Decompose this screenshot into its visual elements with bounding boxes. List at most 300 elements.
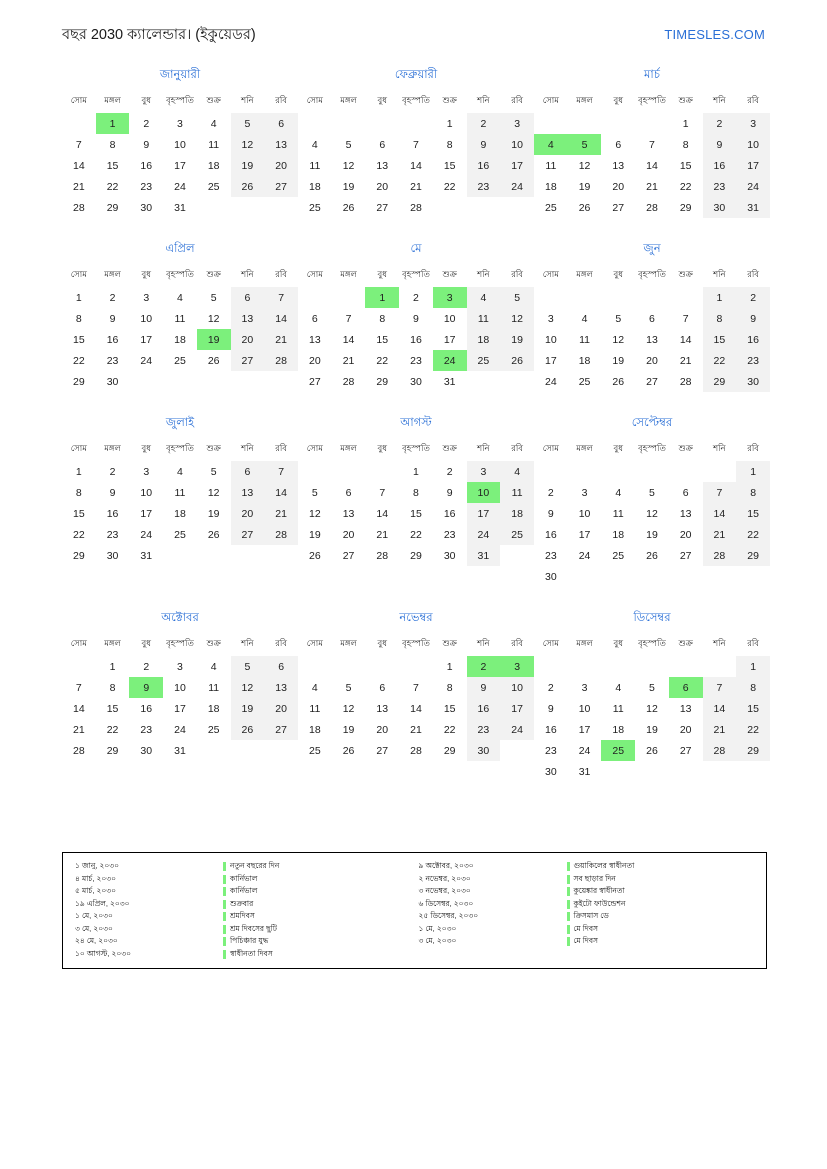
day-cell-holiday[interactable]: 9 [129, 677, 163, 698]
day-cell-holiday[interactable]: 3 [500, 656, 534, 677]
day-cell[interactable]: 6 [682, 486, 689, 499]
day-cell[interactable]: 28 [376, 549, 389, 562]
day-cell[interactable]: 29 [679, 201, 692, 214]
day-cell[interactable]: 27 [679, 744, 692, 757]
day-cell[interactable]: 15 [376, 333, 389, 346]
day-cell[interactable]: 4 [500, 461, 534, 482]
day-cell[interactable]: 30 [443, 549, 456, 562]
day-cell[interactable]: 11 [467, 308, 501, 329]
day-cell[interactable]: 15 [73, 507, 85, 520]
day-cell[interactable]: 6 [615, 138, 622, 151]
day-cell[interactable]: 18 [309, 180, 321, 193]
day-cell[interactable]: 25 [207, 723, 220, 736]
day-cell[interactable]: 12 [309, 507, 321, 520]
day-cell[interactable]: 17 [174, 159, 186, 172]
day-cell[interactable]: 20 [376, 723, 389, 736]
day-cell[interactable]: 8 [75, 486, 82, 499]
day-cell[interactable]: 2 [446, 465, 453, 478]
brand-link[interactable]: TIMESLES.COM [664, 27, 765, 42]
day-cell[interactable]: 26 [207, 528, 220, 541]
day-cell[interactable]: 14 [73, 702, 85, 715]
day-cell[interactable]: 5 [345, 681, 352, 694]
day-cell[interactable]: 16 [467, 155, 501, 176]
day-cell[interactable]: 8 [413, 486, 419, 499]
day-cell[interactable]: 24 [578, 549, 591, 562]
day-cell[interactable]: 6 [264, 113, 298, 134]
day-cell[interactable]: 5 [231, 113, 265, 134]
day-cell[interactable]: 2 [547, 486, 554, 499]
day-cell[interactable]: 10 [174, 138, 186, 151]
day-cell-holiday[interactable]: 5 [568, 134, 602, 155]
day-cell[interactable]: 25 [207, 180, 220, 193]
day-cell[interactable]: 19 [578, 180, 591, 193]
day-cell-holiday[interactable]: 1 [96, 113, 130, 134]
day-cell[interactable]: 6 [264, 656, 298, 677]
day-cell[interactable]: 5 [615, 312, 622, 325]
day-cell[interactable]: 1 [736, 656, 770, 677]
day-cell[interactable]: 3 [500, 113, 534, 134]
day-cell[interactable]: 3 [177, 117, 183, 130]
day-cell[interactable]: 26 [207, 354, 220, 367]
day-cell[interactable]: 28 [264, 524, 298, 545]
day-cell[interactable]: 4 [177, 291, 183, 304]
day-cell[interactable]: 19 [231, 155, 265, 176]
day-cell[interactable]: 24 [174, 180, 186, 193]
day-cell[interactable]: 4 [615, 486, 622, 499]
day-cell[interactable]: 18 [467, 329, 501, 350]
day-cell[interactable]: 3 [581, 681, 588, 694]
day-cell[interactable]: 11 [174, 312, 186, 325]
day-cell[interactable]: 14 [410, 159, 422, 172]
day-cell[interactable]: 2 [109, 291, 116, 304]
day-cell-holiday[interactable]: 25 [601, 740, 635, 761]
day-cell[interactable]: 8 [379, 312, 386, 325]
day-cell[interactable]: 25 [612, 549, 625, 562]
day-cell[interactable]: 18 [207, 159, 220, 172]
day-cell[interactable]: 24 [174, 723, 186, 736]
day-cell[interactable]: 14 [342, 333, 355, 346]
day-cell[interactable]: 16 [106, 507, 119, 520]
day-cell[interactable]: 11 [612, 507, 624, 520]
day-cell[interactable]: 18 [612, 528, 625, 541]
day-cell[interactable]: 1 [413, 465, 419, 478]
day-cell[interactable]: 7 [682, 312, 689, 325]
day-cell[interactable]: 10 [500, 134, 534, 155]
day-cell-holiday[interactable]: 10 [467, 482, 501, 503]
day-cell[interactable]: 29 [410, 549, 422, 562]
day-cell[interactable]: 13 [376, 159, 389, 172]
day-cell[interactable]: 11 [612, 702, 624, 715]
day-cell[interactable]: 6 [649, 312, 655, 325]
day-cell[interactable]: 15 [443, 159, 456, 172]
day-cell[interactable]: 30 [736, 371, 770, 392]
day-cell[interactable]: 19 [231, 698, 265, 719]
day-cell[interactable]: 18 [207, 702, 220, 715]
day-cell[interactable]: 27 [376, 201, 389, 214]
day-cell[interactable]: 21 [703, 719, 737, 740]
day-cell[interactable]: 15 [736, 503, 770, 524]
day-cell[interactable]: 27 [376, 744, 389, 757]
day-cell[interactable]: 17 [140, 507, 153, 520]
day-cell[interactable]: 25 [500, 524, 534, 545]
day-cell[interactable]: 2 [109, 465, 116, 478]
day-cell[interactable]: 23 [545, 549, 557, 562]
day-cell[interactable]: 28 [73, 201, 85, 214]
day-cell[interactable]: 12 [207, 312, 220, 325]
day-cell[interactable]: 31 [174, 201, 186, 214]
day-cell[interactable]: 12 [231, 677, 265, 698]
day-cell[interactable]: 26 [500, 350, 534, 371]
day-cell[interactable]: 22 [443, 723, 456, 736]
day-cell[interactable]: 19 [342, 180, 355, 193]
day-cell[interactable]: 1 [736, 461, 770, 482]
day-cell[interactable]: 5 [649, 486, 655, 499]
day-cell[interactable]: 30 [106, 375, 119, 388]
day-cell[interactable]: 12 [500, 308, 534, 329]
day-cell[interactable]: 16 [467, 698, 501, 719]
day-cell[interactable]: 12 [342, 159, 355, 172]
day-cell[interactable]: 14 [703, 698, 737, 719]
day-cell[interactable]: 15 [106, 159, 119, 172]
day-cell[interactable]: 23 [703, 176, 737, 197]
day-cell[interactable]: 23 [140, 180, 153, 193]
day-cell[interactable]: 14 [264, 482, 298, 503]
day-cell[interactable]: 6 [345, 486, 352, 499]
day-cell[interactable]: 5 [649, 681, 655, 694]
day-cell[interactable]: 9 [547, 507, 554, 520]
day-cell[interactable]: 22 [73, 528, 85, 541]
day-cell-holiday[interactable]: 1 [365, 287, 399, 308]
day-cell[interactable]: 12 [342, 702, 355, 715]
day-cell[interactable]: 20 [612, 180, 625, 193]
day-cell[interactable]: 8 [75, 312, 82, 325]
day-cell[interactable]: 14 [703, 503, 737, 524]
day-cell[interactable]: 10 [140, 486, 153, 499]
day-cell-holiday[interactable]: 4 [534, 134, 568, 155]
day-cell[interactable]: 31 [578, 765, 591, 778]
day-cell[interactable]: 2 [703, 113, 737, 134]
day-cell[interactable]: 8 [736, 482, 770, 503]
day-cell[interactable]: 27 [309, 375, 321, 388]
day-cell[interactable]: 31 [467, 545, 501, 566]
day-cell[interactable]: 5 [231, 656, 265, 677]
day-cell[interactable]: 26 [342, 201, 355, 214]
day-cell[interactable]: 12 [231, 134, 265, 155]
day-cell[interactable]: 3 [143, 291, 150, 304]
day-cell[interactable]: 23 [736, 350, 770, 371]
day-cell[interactable]: 17 [736, 155, 770, 176]
day-cell[interactable]: 21 [410, 180, 422, 193]
day-cell[interactable]: 17 [443, 333, 456, 346]
day-cell[interactable]: 22 [679, 180, 692, 193]
day-cell[interactable]: 20 [679, 528, 692, 541]
day-cell[interactable]: 19 [342, 723, 355, 736]
day-cell[interactable]: 23 [106, 354, 119, 367]
day-cell[interactable]: 5 [345, 138, 352, 151]
day-cell[interactable]: 31 [174, 744, 186, 757]
day-cell[interactable]: 13 [264, 134, 298, 155]
day-cell[interactable]: 4 [311, 138, 318, 151]
day-cell[interactable]: 11 [309, 702, 321, 715]
day-cell[interactable]: 18 [500, 503, 534, 524]
day-cell[interactable]: 11 [208, 138, 220, 151]
day-cell[interactable]: 12 [207, 486, 220, 499]
day-cell[interactable]: 20 [342, 528, 355, 541]
day-cell[interactable]: 25 [174, 528, 186, 541]
day-cell[interactable]: 30 [467, 740, 501, 761]
day-cell[interactable]: 28 [73, 744, 85, 757]
day-cell[interactable]: 20 [264, 698, 298, 719]
day-cell[interactable]: 2 [143, 117, 150, 130]
day-cell[interactable]: 21 [376, 528, 389, 541]
day-cell[interactable]: 24 [500, 719, 534, 740]
day-cell[interactable]: 12 [646, 507, 658, 520]
day-cell[interactable]: 27 [231, 524, 265, 545]
day-cell[interactable]: 10 [443, 312, 456, 325]
day-cell[interactable]: 13 [309, 333, 321, 346]
day-cell[interactable]: 11 [579, 333, 590, 346]
day-cell[interactable]: 23 [545, 744, 557, 757]
day-cell[interactable]: 21 [264, 329, 298, 350]
day-cell[interactable]: 19 [309, 528, 321, 541]
day-cell[interactable]: 13 [231, 482, 265, 503]
day-cell[interactable]: 14 [264, 308, 298, 329]
day-cell[interactable]: 16 [140, 702, 153, 715]
day-cell[interactable]: 28 [342, 375, 355, 388]
day-cell[interactable]: 29 [443, 744, 456, 757]
day-cell[interactable]: 12 [646, 702, 658, 715]
day-cell[interactable]: 17 [545, 354, 557, 367]
day-cell[interactable]: 30 [545, 765, 557, 778]
day-cell[interactable]: 10 [500, 677, 534, 698]
day-cell[interactable]: 15 [443, 702, 456, 715]
day-cell[interactable]: 22 [736, 524, 770, 545]
day-cell[interactable]: 21 [703, 524, 737, 545]
day-cell[interactable]: 26 [231, 719, 265, 740]
day-cell[interactable]: 19 [500, 329, 534, 350]
day-cell[interactable]: 5 [210, 291, 217, 304]
day-cell[interactable]: 15 [679, 159, 692, 172]
day-cell[interactable]: 27 [646, 375, 658, 388]
day-cell[interactable]: 8 [446, 138, 453, 151]
day-cell[interactable]: 9 [109, 312, 116, 325]
day-cell[interactable]: 21 [646, 180, 658, 193]
day-cell[interactable]: 24 [736, 176, 770, 197]
day-cell[interactable]: 18 [174, 507, 186, 520]
day-cell[interactable]: 1 [109, 660, 116, 673]
day-cell[interactable]: 10 [174, 681, 186, 694]
day-cell[interactable]: 28 [410, 201, 422, 214]
day-cell[interactable]: 22 [106, 180, 119, 193]
day-cell[interactable]: 7 [345, 312, 352, 325]
day-cell[interactable]: 31 [140, 549, 153, 562]
day-cell[interactable]: 23 [106, 528, 119, 541]
day-cell[interactable]: 9 [413, 312, 419, 325]
day-cell[interactable]: 14 [646, 159, 658, 172]
day-cell[interactable]: 24 [545, 375, 557, 388]
day-cell[interactable]: 6 [379, 138, 386, 151]
day-cell[interactable]: 29 [73, 375, 85, 388]
day-cell[interactable]: 17 [500, 698, 534, 719]
day-cell[interactable]: 24 [140, 354, 153, 367]
day-cell[interactable]: 1 [682, 117, 689, 130]
day-cell-holiday[interactable]: 2 [467, 656, 501, 677]
day-cell[interactable]: 22 [703, 350, 737, 371]
day-cell[interactable]: 7 [649, 138, 655, 151]
day-cell[interactable]: 15 [106, 702, 119, 715]
day-cell[interactable]: 3 [177, 660, 183, 673]
day-cell[interactable]: 28 [410, 744, 422, 757]
day-cell[interactable]: 11 [309, 159, 321, 172]
day-cell[interactable]: 30 [106, 549, 119, 562]
day-cell[interactable]: 7 [703, 677, 737, 698]
day-cell[interactable]: 2 [547, 681, 554, 694]
day-cell[interactable]: 15 [73, 333, 85, 346]
day-cell[interactable]: 14 [73, 159, 85, 172]
day-cell[interactable]: 25 [545, 201, 557, 214]
day-cell[interactable]: 16 [140, 159, 153, 172]
day-cell[interactable]: 6 [231, 461, 265, 482]
day-cell[interactable]: 4 [210, 660, 217, 673]
day-cell[interactable]: 13 [646, 333, 658, 346]
day-cell[interactable]: 14 [376, 507, 389, 520]
day-cell[interactable]: 7 [75, 681, 82, 694]
day-cell[interactable]: 27 [612, 201, 625, 214]
day-cell[interactable]: 25 [309, 744, 321, 757]
day-cell[interactable]: 31 [443, 375, 456, 388]
day-cell[interactable]: 18 [612, 723, 625, 736]
day-cell[interactable]: 28 [703, 545, 737, 566]
day-cell[interactable]: 13 [231, 308, 265, 329]
day-cell[interactable]: 6 [311, 312, 318, 325]
day-cell[interactable]: 9 [736, 308, 770, 329]
day-cell-holiday[interactable]: 19 [197, 329, 231, 350]
day-cell[interactable]: 6 [379, 681, 386, 694]
day-cell[interactable]: 2 [467, 113, 501, 134]
day-cell[interactable]: 22 [376, 354, 389, 367]
day-cell[interactable]: 3 [581, 486, 588, 499]
day-cell[interactable]: 20 [309, 354, 321, 367]
day-cell[interactable]: 19 [646, 528, 658, 541]
day-cell[interactable]: 29 [106, 201, 119, 214]
day-cell-holiday[interactable]: 3 [433, 287, 467, 308]
day-cell[interactable]: 21 [679, 354, 692, 367]
day-cell[interactable]: 30 [410, 375, 422, 388]
day-cell[interactable]: 20 [646, 354, 658, 367]
day-cell[interactable]: 21 [264, 503, 298, 524]
day-cell[interactable]: 10 [578, 702, 591, 715]
day-cell[interactable]: 13 [679, 702, 692, 715]
day-cell[interactable]: 10 [545, 333, 557, 346]
day-cell[interactable]: 18 [174, 333, 186, 346]
day-cell[interactable]: 9 [446, 486, 453, 499]
day-cell[interactable]: 31 [736, 197, 770, 218]
day-cell[interactable]: 11 [500, 482, 534, 503]
day-cell[interactable]: 26 [612, 375, 625, 388]
day-cell[interactable]: 4 [311, 681, 318, 694]
day-cell[interactable]: 17 [467, 503, 501, 524]
day-cell[interactable]: 11 [208, 681, 220, 694]
day-cell[interactable]: 16 [443, 507, 456, 520]
day-cell[interactable]: 13 [264, 677, 298, 698]
day-cell[interactable]: 22 [106, 723, 119, 736]
day-cell[interactable]: 8 [682, 138, 689, 151]
day-cell[interactable]: 7 [264, 287, 298, 308]
day-cell[interactable]: 25 [309, 201, 321, 214]
day-cell[interactable]: 24 [578, 744, 591, 757]
day-cell[interactable]: 24 [467, 524, 501, 545]
day-cell[interactable]: 22 [736, 719, 770, 740]
day-cell[interactable]: 10 [578, 507, 591, 520]
day-cell[interactable]: 22 [73, 354, 85, 367]
day-cell[interactable]: 21 [73, 180, 85, 193]
day-cell[interactable]: 26 [309, 549, 321, 562]
day-cell[interactable]: 3 [547, 312, 554, 325]
day-cell[interactable]: 19 [646, 723, 658, 736]
day-cell[interactable]: 26 [342, 744, 355, 757]
day-cell[interactable]: 23 [140, 723, 153, 736]
day-cell[interactable]: 23 [467, 719, 501, 740]
day-cell[interactable]: 29 [703, 371, 737, 392]
day-cell[interactable]: 3 [736, 113, 770, 134]
day-cell[interactable]: 8 [736, 677, 770, 698]
day-cell[interactable]: 20 [376, 180, 389, 193]
day-cell[interactable]: 26 [646, 549, 658, 562]
day-cell[interactable]: 3 [467, 461, 501, 482]
day-cell[interactable]: 13 [342, 507, 355, 520]
day-cell[interactable]: 5 [311, 486, 318, 499]
day-cell[interactable]: 12 [578, 159, 591, 172]
day-cell[interactable]: 16 [410, 333, 422, 346]
day-cell[interactable]: 17 [174, 702, 186, 715]
day-cell[interactable]: 2 [736, 287, 770, 308]
day-cell[interactable]: 13 [679, 507, 692, 520]
day-cell[interactable]: 9 [109, 486, 116, 499]
day-cell[interactable]: 9 [467, 134, 501, 155]
day-cell[interactable]: 23 [467, 176, 501, 197]
day-cell[interactable]: 9 [703, 134, 737, 155]
day-cell[interactable]: 23 [443, 528, 456, 541]
day-cell[interactable]: 7 [379, 486, 386, 499]
day-cell[interactable]: 27 [342, 549, 355, 562]
day-cell[interactable]: 2 [143, 660, 150, 673]
day-cell[interactable]: 26 [646, 744, 658, 757]
day-cell[interactable]: 22 [443, 180, 456, 193]
day-cell[interactable]: 17 [500, 155, 534, 176]
day-cell-holiday[interactable]: 24 [433, 350, 467, 371]
day-cell[interactable]: 25 [467, 350, 501, 371]
day-cell[interactable]: 30 [140, 201, 153, 214]
day-cell[interactable]: 13 [376, 702, 389, 715]
day-cell[interactable]: 1 [446, 660, 453, 673]
day-cell[interactable]: 28 [679, 375, 692, 388]
day-cell[interactable]: 18 [545, 180, 557, 193]
day-cell[interactable]: 29 [736, 740, 770, 761]
day-cell[interactable]: 7 [75, 138, 82, 151]
day-cell[interactable]: 7 [413, 681, 419, 694]
day-cell[interactable]: 9 [143, 138, 150, 151]
day-cell[interactable]: 18 [309, 723, 321, 736]
day-cell[interactable]: 15 [410, 507, 422, 520]
day-cell[interactable]: 20 [264, 155, 298, 176]
day-cell[interactable]: 4 [467, 287, 501, 308]
day-cell[interactable]: 1 [703, 287, 737, 308]
day-cell[interactable]: 1 [75, 291, 82, 304]
day-cell[interactable]: 24 [140, 528, 153, 541]
day-cell[interactable]: 4 [210, 117, 217, 130]
day-cell[interactable]: 8 [703, 308, 737, 329]
day-cell[interactable]: 27 [264, 176, 298, 197]
